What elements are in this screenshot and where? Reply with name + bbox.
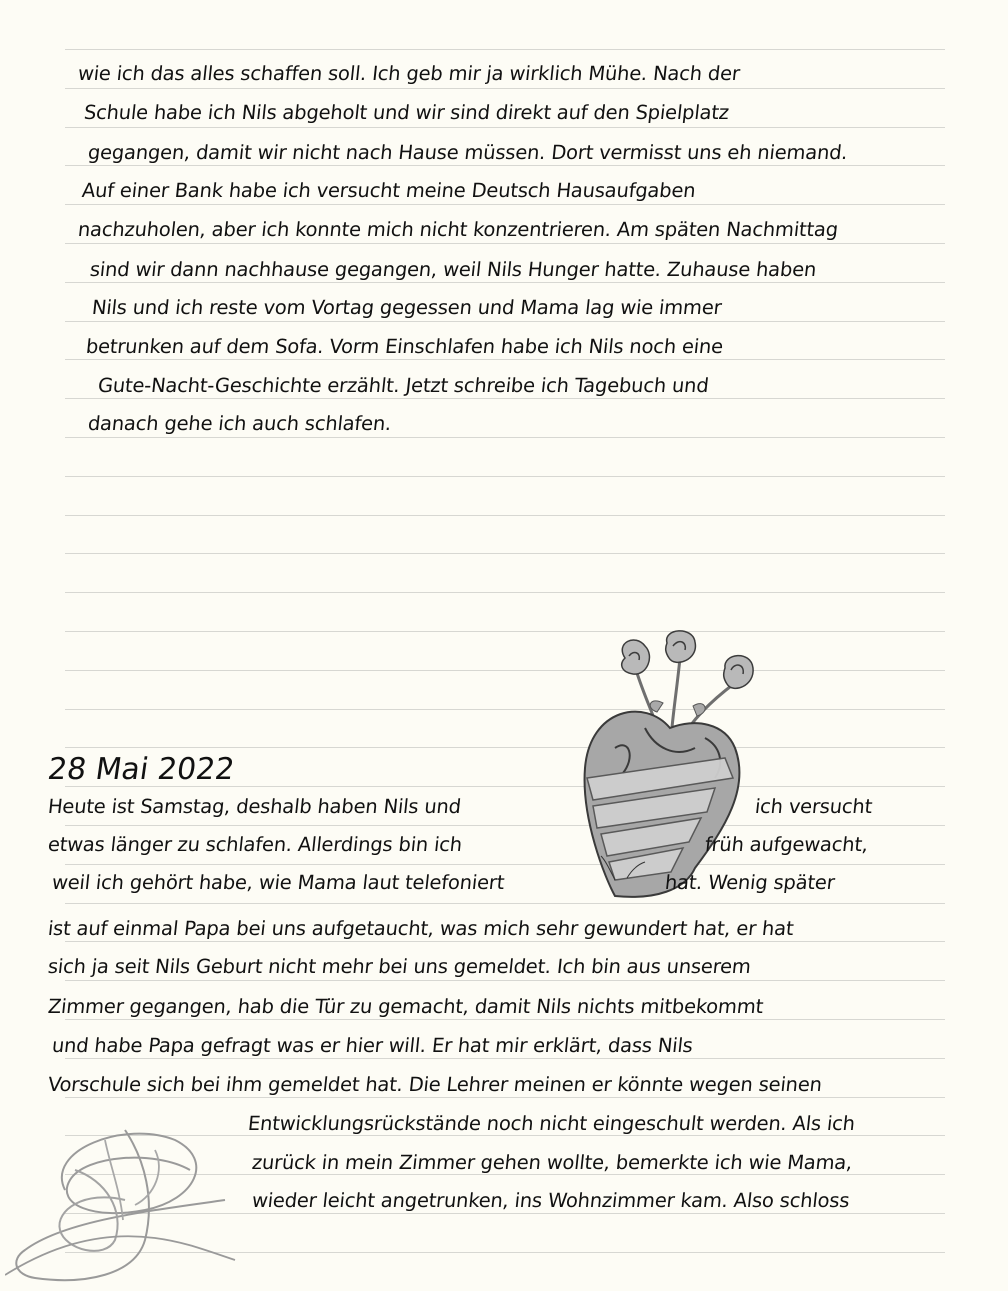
text-line: danach gehe ich auch schlafen. — [86, 412, 393, 435]
text-line: Schule habe ich Nils abgeholt und wir sind direkt auf den Spielplatz — [82, 101, 731, 124]
rule-line — [65, 515, 945, 516]
rule-line — [65, 747, 945, 748]
text-line: Zimmer gegangen, hab die Tür zu gemacht, damit Nils nichts mitbekommt — [46, 995, 765, 1018]
text-line: etwas länger zu schlafen. Allerdings bin ich — [46, 833, 464, 856]
text-line: ich versucht — [753, 795, 874, 818]
rule-line — [65, 670, 945, 671]
rule-line — [65, 1058, 945, 1059]
rule-line — [65, 282, 945, 283]
text-line: ist auf einmal Papa bei uns aufgetaucht, was mich sehr gewundert hat, er hat — [46, 917, 795, 940]
rule-line — [65, 825, 945, 826]
rule-line — [65, 941, 945, 942]
rule-line — [65, 437, 945, 438]
rule-line — [65, 398, 945, 399]
rule-line — [65, 476, 945, 477]
text-line: Nils und ich reste vom Vortag gegessen und Mama lag wie immer — [90, 296, 723, 319]
rule-line — [65, 709, 945, 710]
rule-line — [65, 165, 945, 166]
text-line: nachzuholen, aber ich konnte mich nicht konzentrieren. Am späten Nachmittag — [76, 218, 840, 241]
rule-line — [65, 88, 945, 89]
rule-line — [65, 1097, 945, 1098]
rule-line — [65, 321, 945, 322]
rule-line — [65, 127, 945, 128]
text-line: betrunken auf dem Sofa. Vorm Einschlafen habe ich Nils noch eine — [84, 335, 725, 358]
text-line: gegangen, damit wir nicht nach Hause müssen. Dort vermisst uns eh niemand. — [86, 141, 849, 164]
entry-date: 28 Mai 2022 — [45, 752, 237, 787]
text-line: sich ja seit Nils Geburt nicht mehr bei uns gemeldet. Ich bin aus unserem — [46, 955, 752, 978]
text-line: Auf einer Bank habe ich versucht meine Deutsch Hausaufgaben — [80, 179, 697, 202]
text-line: weil ich gehört habe, wie Mama laut telefoniert — [50, 871, 506, 894]
rule-line — [65, 553, 945, 554]
rule-line — [65, 204, 945, 205]
rule-line — [65, 243, 945, 244]
text-line: Vorschule sich bei ihm gemeldet hat. Die Lehrer meinen er könnte wegen seinen — [46, 1073, 824, 1096]
text-line: sind wir dann nachhause gegangen, weil Nils Hunger hatte. Zuhause haben — [88, 258, 818, 281]
text-line: und habe Papa gefragt was er hier will. Er hat mir erklärt, dass Nils — [50, 1034, 694, 1057]
scribble-signature-icon — [5, 1110, 240, 1290]
rule-line — [65, 864, 945, 865]
text-line: wie ich das alles schaffen soll. Ich geb mir ja wirklich Mühe. Nach der — [76, 62, 742, 85]
text-line: Heute ist Samstag, deshalb haben Nils und — [46, 795, 463, 818]
rule-line — [65, 592, 945, 593]
bandaged-heart-with-wilted-roses-icon — [575, 628, 765, 908]
rule-line — [65, 903, 945, 904]
text-line: früh aufgewacht, — [703, 833, 870, 856]
text-line: zurück in mein Zimmer gehen wollte, bemerkte ich wie Mama, — [250, 1151, 854, 1174]
text-line: hat. Wenig später — [663, 871, 836, 894]
text-line: Entwicklungsrückstände noch nicht eingeschult werden. Als ich — [246, 1112, 857, 1135]
rule-line — [65, 359, 945, 360]
text-line: Gute-Nacht-Geschichte erzählt. Jetzt schreibe ich Tagebuch und — [96, 374, 710, 397]
rule-line — [65, 49, 945, 50]
text-line: wieder leicht angetrunken, ins Wohnzimmer kam. Also schloss — [250, 1189, 851, 1212]
rule-line — [65, 1019, 945, 1020]
rule-line — [65, 631, 945, 632]
rule-line — [65, 980, 945, 981]
